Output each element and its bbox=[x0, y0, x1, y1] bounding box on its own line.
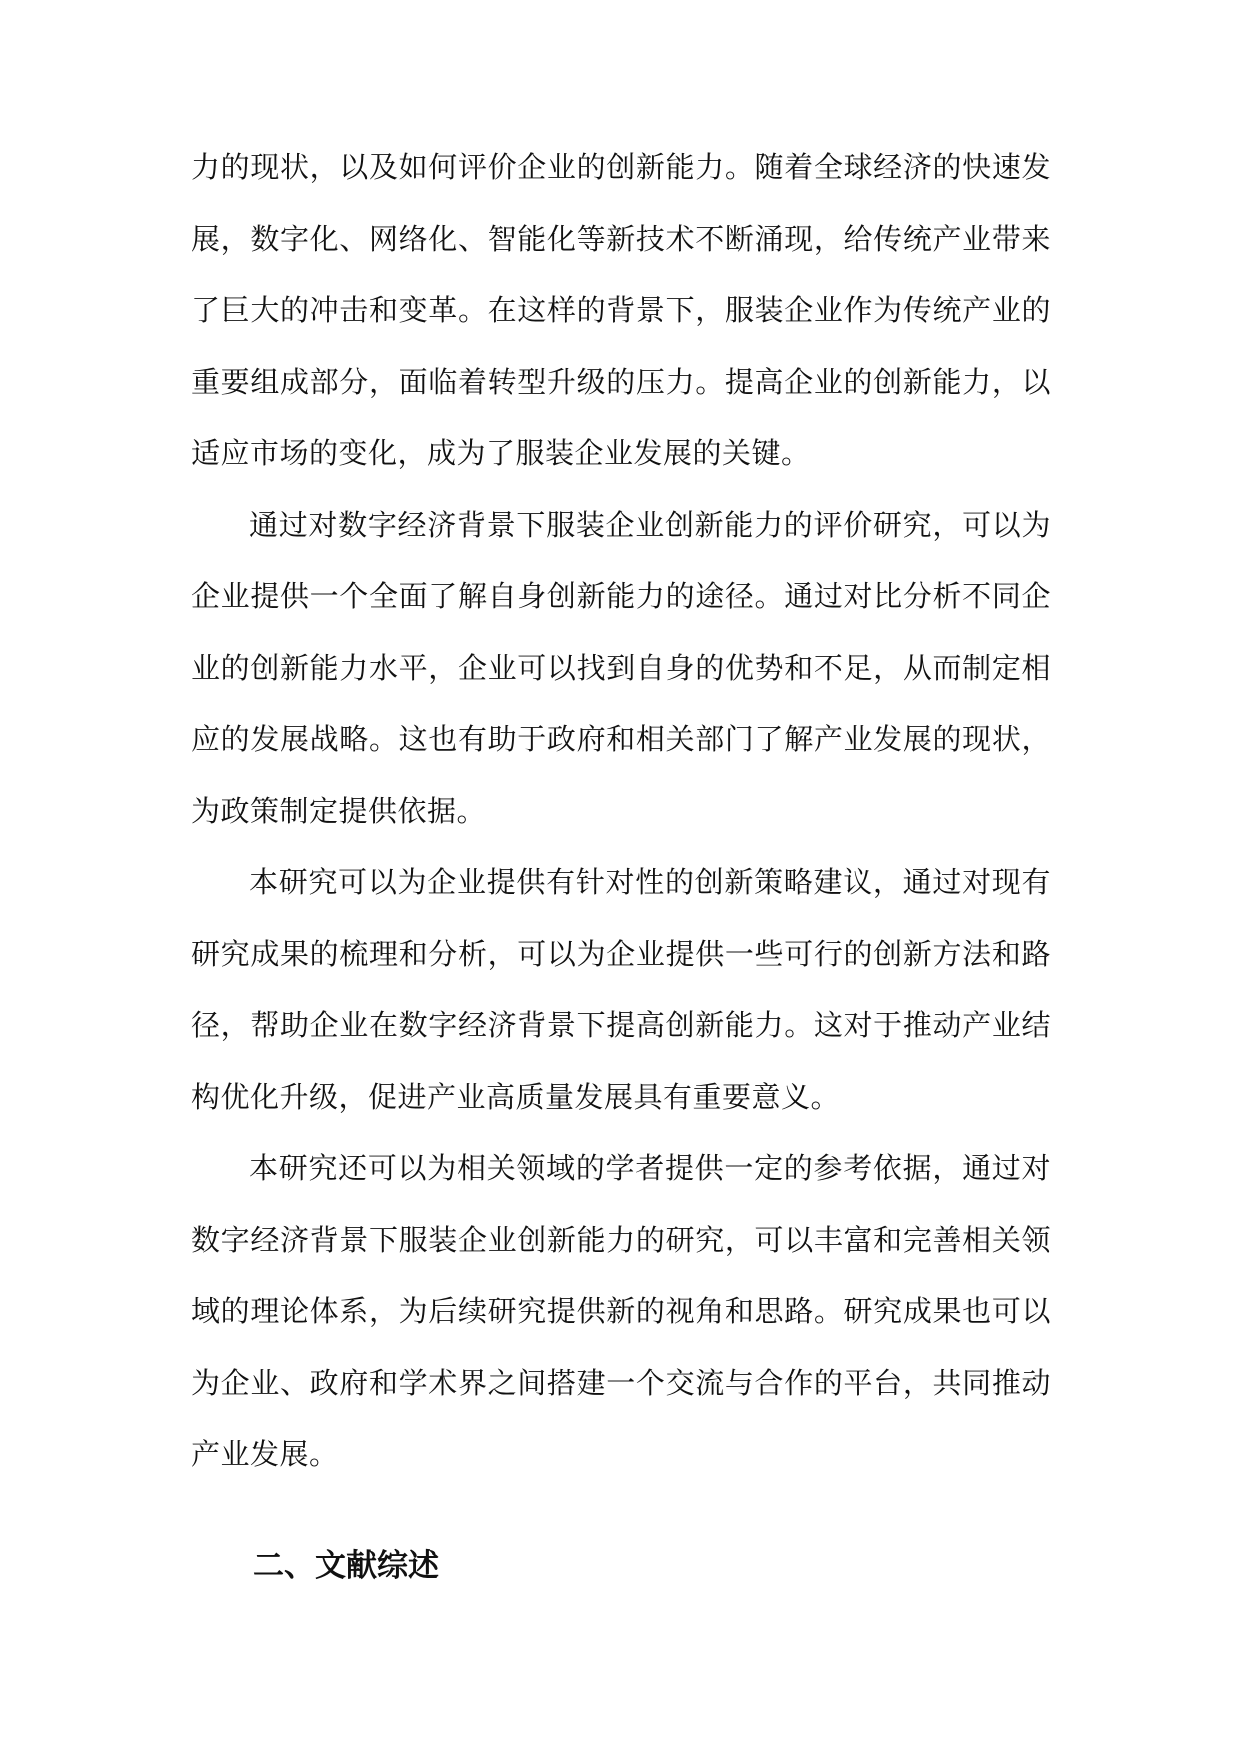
paragraph-evaluation-research: 通过对数字经济背景下服装企业创新能力的评价研究，可以为企业提供一个全面了解自身创新能力的途径。通过对比分析不同企业的创新能力水平，企业可以找到自身的优势和不足，从而制定相应的发展战略。这也有助于政府和相关部门了解产业发展的现状，为政策制定提供依据。 bbox=[191, 507, 1051, 828]
paragraph-continued: 力的现状，以及如何评价企业的创新能力。随着全球经济的快速发展，数字化、网络化、智能化等新技术不断涌现，给传统产业带来了巨大的冲击和变革。在这样的背景下，服装企业作为传统产业的重要组成部分，面临着转型升级的压力。提高企业的创新能力，以适应市场的变化，成为了服装企业发展的关键。 bbox=[191, 150, 1051, 470]
body-text bbox=[191, 132, 1051, 1491]
section-heading: 二、文献综述 bbox=[253, 1548, 439, 1584]
paragraph-strategy-suggestions: 本研究可以为企业提供有针对性的创新策略建议，通过对现有研究成果的梳理和分析，可以为企业提供一些可行的创新方法和路径，帮助企业在数字经济背景下提高创新能力。这对于推动产业结构优化升级，促进产业高质量发展具有重要意义。 bbox=[191, 865, 1051, 1114]
paragraph-scholarly-reference: 本研究还可以为相关领域的学者提供一定的参考依据，通过对数字经济背景下服装企业创新能力的研究，可以丰富和完善相关领域的理论体系，为后续研究提供新的视角和思路。研究成果也可以为企业、政府和学术界之间搭建一个交流与合作的平台，共同推动产业发展。 bbox=[191, 1151, 1051, 1471]
